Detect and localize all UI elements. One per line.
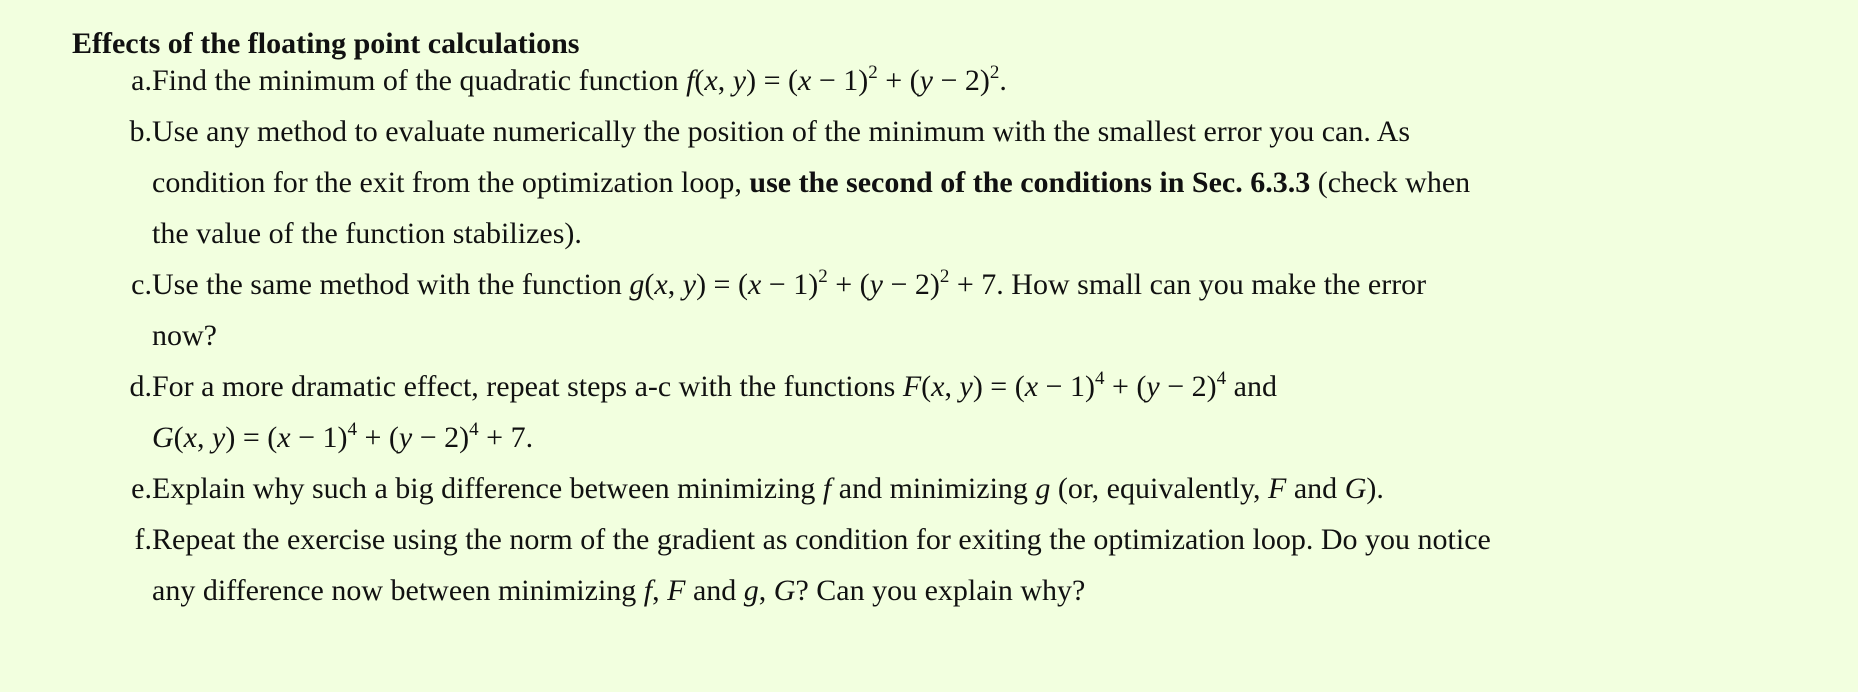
math-symbol: f: [643, 574, 653, 607]
item-marker: c.: [131, 268, 152, 301]
text-run: ,: [944, 370, 960, 403]
text-run: + 7. How small can you make the error: [949, 268, 1427, 301]
item-line: [152, 361, 1632, 412]
text-run: − 1): [290, 421, 348, 454]
math-symbol: x: [704, 64, 718, 97]
math-symbol: g: [629, 268, 645, 301]
item-marker: a.: [131, 64, 152, 97]
exponent: 4: [1216, 368, 1227, 389]
text-run: .: [999, 64, 1007, 97]
item-line: [152, 106, 1632, 157]
item-line: [152, 55, 1632, 106]
item-line: [152, 208, 1632, 259]
item-marker: b.: [129, 115, 152, 148]
text-run: Use the same method with the function: [152, 268, 630, 301]
math-symbol: G: [1344, 472, 1367, 505]
text-run: ) = (: [225, 421, 278, 454]
math-symbol: y: [682, 268, 697, 301]
item-line: [152, 310, 1632, 361]
bold-text: use the second of the conditions in Sec. 6.3.3: [749, 166, 1311, 199]
text-run: For a more dramatic effect, repeat steps a-c with the functions: [152, 370, 903, 403]
math-symbol: y: [919, 64, 933, 97]
text-run: − 2): [412, 421, 470, 454]
text-run: (check when: [1310, 166, 1471, 199]
text-run: (: [694, 64, 705, 97]
text-run: − 2): [882, 268, 940, 301]
text-run: − 2): [932, 64, 990, 97]
item-text: [152, 361, 1632, 463]
text-run: ) = (: [746, 64, 798, 97]
text-run: (: [921, 370, 932, 403]
text-run: + 7.: [478, 421, 534, 454]
text-run: and minimizing: [831, 472, 1036, 505]
text-run: and: [1226, 370, 1277, 403]
text-run: ,: [197, 421, 212, 454]
text-run: − 1): [1038, 370, 1095, 403]
text-run: − 2): [1159, 370, 1217, 403]
text-run: ,: [717, 64, 733, 97]
item-marker: e.: [131, 472, 152, 505]
text-run: + (: [877, 64, 920, 97]
math-symbol: G: [773, 574, 796, 607]
math-symbol: x: [931, 370, 945, 403]
math-symbol: F: [667, 574, 686, 607]
math-symbol: x: [277, 421, 291, 454]
text-run: − 1): [761, 268, 819, 301]
text-run: Use any method to evaluate numerically the position of the minimum with the smallest error you can. As: [152, 115, 1411, 148]
item-marker: d.: [129, 370, 152, 403]
math-symbol: x: [654, 268, 668, 301]
exercise-heading: Effects of the floating point calculations: [72, 27, 580, 60]
math-symbol: F: [1268, 472, 1287, 505]
item-line: [152, 259, 1632, 310]
math-symbol: g: [1035, 472, 1051, 505]
item-text: [152, 106, 1632, 259]
item-line: [152, 463, 1632, 514]
math-symbol: x: [183, 421, 197, 454]
exponent: 4: [469, 419, 479, 440]
text-run: (: [173, 421, 184, 454]
math-symbol: x: [797, 64, 812, 97]
text-run: + (: [827, 268, 870, 301]
exponent: 2: [818, 266, 828, 287]
math-symbol: y: [869, 268, 883, 301]
math-symbol: y: [959, 370, 973, 403]
exponent: 2: [868, 62, 878, 83]
text-run: ,: [667, 268, 683, 301]
math-symbol: y: [732, 64, 747, 97]
math-symbol: F: [902, 370, 922, 403]
text-run: Repeat the exercise using the norm of the gradient as condition for exiting the optimization loop. Do you notice: [152, 523, 1491, 556]
item-line: [152, 514, 1632, 565]
item-text: [152, 259, 1632, 361]
text-run: and: [1286, 472, 1345, 505]
exponent: 2: [939, 266, 950, 287]
exponent: 2: [989, 62, 1000, 83]
item-text: [152, 463, 1632, 514]
math-symbol: x: [747, 268, 762, 301]
text-run: any difference now between minimizing: [152, 574, 644, 607]
text-run: (or, equivalently,: [1050, 472, 1269, 505]
item-line: [152, 157, 1632, 208]
math-symbol: f: [822, 472, 832, 505]
item-line: [152, 565, 1632, 616]
text-run: ,: [758, 574, 774, 607]
math-symbol: G: [152, 421, 174, 454]
text-run: ) = (: [972, 370, 1025, 403]
text-run: (: [644, 268, 655, 301]
math-symbol: y: [398, 421, 413, 454]
item-text: [152, 55, 1632, 106]
text-run: ,: [652, 574, 668, 607]
exponent: 4: [347, 419, 357, 440]
item-marker: f.: [134, 523, 152, 556]
item-text: [152, 514, 1632, 616]
text-run: ? Can you explain why?: [795, 574, 1086, 607]
item-line: [152, 412, 1632, 463]
text-run: + (: [1104, 370, 1147, 403]
math-symbol: f: [686, 64, 695, 97]
text-run: ) = (: [696, 268, 748, 301]
text-run: Explain why such a big difference between minimizing: [152, 472, 823, 505]
text-run: condition for the exit from the optimization loop,: [152, 166, 750, 199]
text-run: and: [685, 574, 744, 607]
text-run: the value of the function stabilizes).: [152, 217, 582, 250]
math-symbol: x: [1024, 370, 1039, 403]
text-run: now?: [152, 319, 217, 352]
text-run: + (: [356, 421, 399, 454]
math-symbol: y: [212, 421, 226, 454]
math-symbol: g: [743, 574, 759, 607]
text-run: Find the minimum of the quadratic function: [152, 64, 687, 97]
text-run: − 1): [811, 64, 869, 97]
math-symbol: y: [1146, 370, 1160, 403]
exponent: 4: [1094, 368, 1105, 389]
text-run: ).: [1366, 472, 1384, 505]
